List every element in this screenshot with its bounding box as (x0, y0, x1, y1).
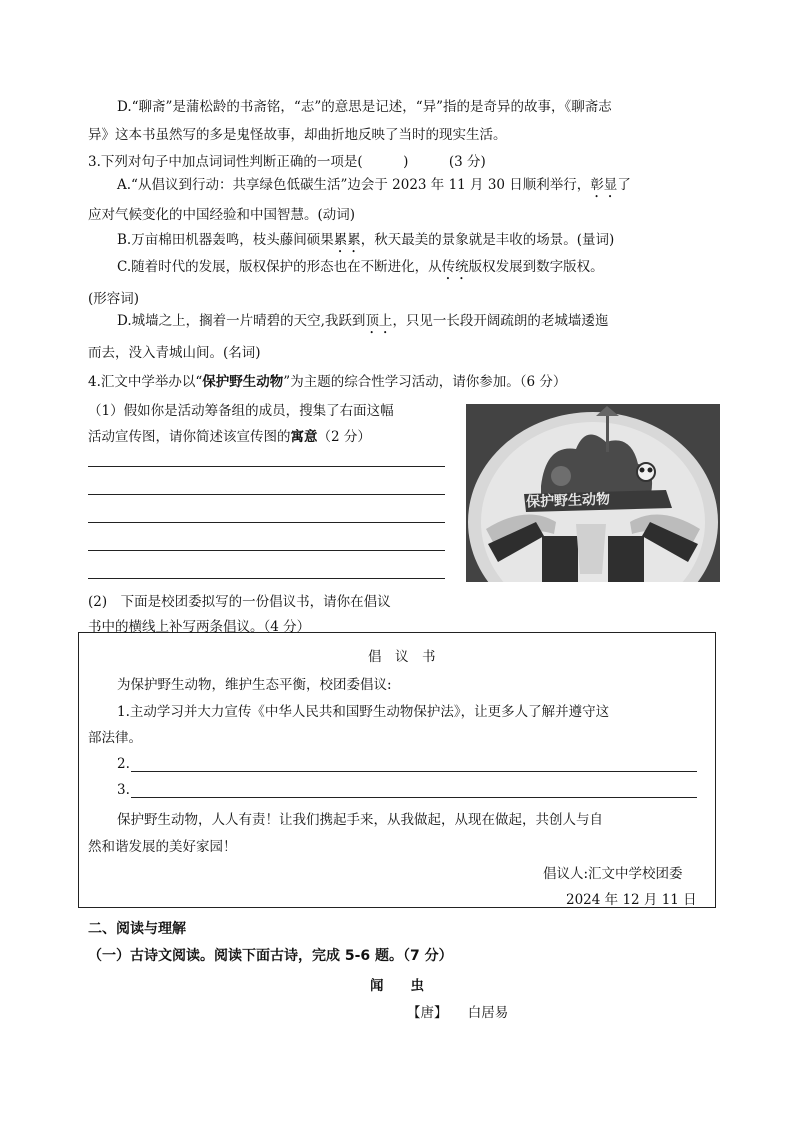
dotted-word: 顶上 (365, 313, 393, 329)
proposal-item-2-label: 2. (117, 756, 130, 772)
option-text: A.“从倡议到行动：共享绿色低碳生活”边会于 2023 年 11 月 30 日顺利举行， (117, 177, 591, 193)
option-text: C.随着时代的发展，版权保护的形态也在不断进化，从 (117, 259, 442, 275)
poem-title: 闻 虫 (370, 978, 424, 994)
stem-text: 4.汇文中学举办以“ (88, 374, 203, 390)
poster-slogan: 保护野生动物 (525, 491, 611, 511)
option-text: ，秋天最美的景象就是丰收的场景。(量词) (360, 232, 615, 248)
poem-author: 【唐】 白居易 (407, 1005, 509, 1021)
section-heading: 二、阅读与理解 (88, 921, 186, 937)
proposal-closing-line2: 然和谐发展的美好家园！ (88, 839, 237, 855)
option-text: B.万亩棉田机器轰鸣，枝头藤间硕果 (117, 232, 334, 248)
answer-line[interactable] (88, 522, 445, 523)
answer-line[interactable] (88, 550, 445, 551)
section-subheading: （一）古诗文阅读。阅读下面古诗，完成 5-6 题。（7 分） (88, 948, 453, 964)
option-text: ，只见一长段开阔疏朗的老城墙逶迤 (392, 313, 609, 329)
answer-line[interactable] (88, 494, 445, 495)
q4-part2-line2: 书中的横线上补写两条倡议。（4 分） (88, 619, 311, 635)
q2-option-d-line1: D.“聊斋”是蒲松龄的书斋铭，“志”的意思是记述，“异”指的是奇异的故事，《聊斋志 (117, 99, 612, 115)
option-text: 版权发展到数字版权。 (468, 259, 604, 275)
q4-part2-line1: (2) 下面是校团委拟写的一份倡议书，请你在倡议 (88, 594, 391, 610)
proposal-date: 2024 年 12 月 11 日 (566, 892, 697, 908)
q3-option-d-line2: 而去，没入青城山间。(名词) (88, 345, 261, 361)
dotted-word: 彰显 (590, 177, 618, 193)
q4-part1-line2 (88, 425, 371, 445)
answer-line[interactable] (88, 578, 445, 579)
q3-option-c-line2: (形容词) (88, 291, 140, 307)
proposal-signer: 倡议人:汇文中学校团委 (543, 866, 683, 882)
proposal-item-2-line[interactable] (131, 771, 697, 772)
part-text: 活动宣传图，请你简述该宣传图的 (88, 429, 291, 445)
proposal-closing-line1: 保护野生动物，人人有责！让我们携起手来，从我做起，从现在做起，共创人与自 (117, 812, 603, 828)
campaign-poster-image (466, 404, 720, 582)
proposal-title: 倡 议 书 (368, 649, 436, 665)
dotted-word: 传统 (441, 259, 469, 275)
q3-option-b (117, 228, 614, 256)
proposal-item-3-label: 3. (117, 782, 130, 798)
proposal-item-3-line[interactable] (131, 797, 697, 798)
q3-option-a-line1 (117, 173, 631, 201)
proposal-item-1-line2: 部法律。 (88, 730, 142, 746)
q3-option-c-line1 (117, 255, 604, 283)
q4-part1-line1: （1）假如你是活动筹备组的成员，搜集了右面这幅 (88, 403, 394, 419)
q4-stem (88, 370, 566, 390)
option-text: 了 (617, 177, 631, 193)
part-bold-text: 寓意 (290, 429, 318, 445)
stem-text: ”为主题的综合性学习活动，请你参加。（6 分） (283, 374, 567, 390)
proposal-item-1-line1: 1.主动学习并大力宣传《中华人民共和国野生动物保护法》，让更多人了解并遵守这 (117, 704, 610, 720)
option-text: D.城墙之上，搁着一片晴碧的天空,我跃到 (117, 313, 366, 329)
q3-stem: 3.下列对句子中加点词词性判断正确的一项是( ) (3 分) (88, 154, 486, 170)
answer-line[interactable] (88, 466, 445, 467)
proposal-intro: 为保护野生动物，维护生态平衡，校团委倡议: (117, 677, 392, 693)
part-text: （2 分） (317, 429, 371, 445)
stem-bold-text: 保护野生动物 (202, 374, 284, 390)
dotted-word: 累累 (333, 232, 361, 248)
q3-option-a-line2: 应对气候变化的中国经验和中国智慧。(动词) (88, 207, 356, 223)
q2-option-d-line2: 异》这本书虽然写的多是鬼怪故事，却曲折地反映了当时的现实生活。 (88, 127, 507, 143)
q3-option-d-line1 (117, 309, 608, 337)
